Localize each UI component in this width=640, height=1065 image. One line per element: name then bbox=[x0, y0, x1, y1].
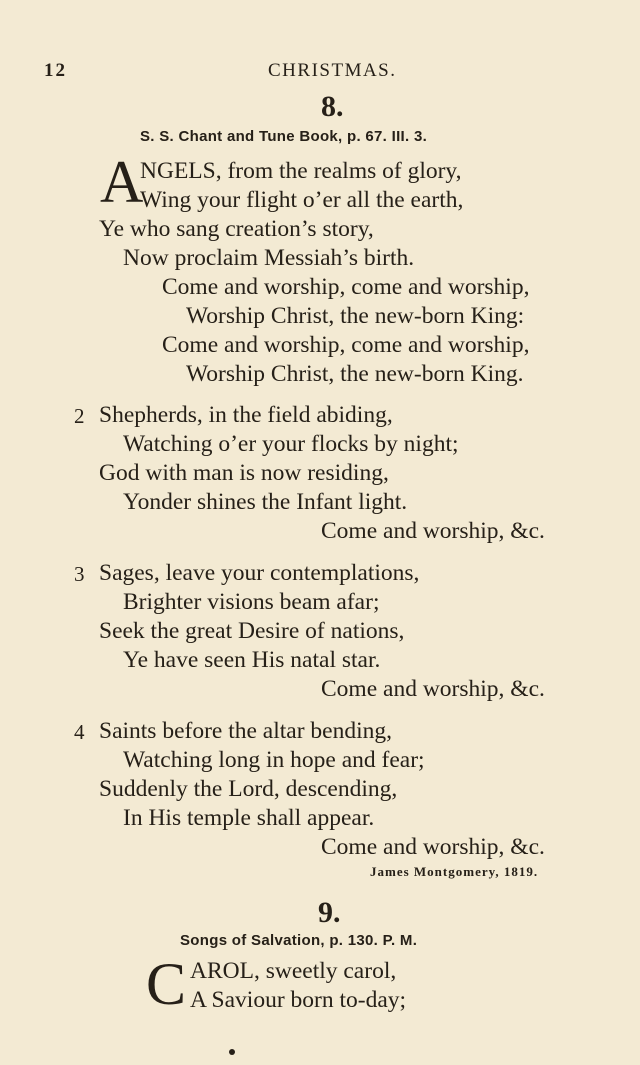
stanza-number: 3 bbox=[74, 562, 85, 586]
verse-line: Brighter visions beam afar; bbox=[123, 589, 380, 615]
refrain-line: Worship Christ, the new-born King: bbox=[186, 303, 525, 329]
running-title: CHRISTMAS. bbox=[268, 60, 397, 81]
verse-line: Suddenly the Lord, descending, bbox=[99, 776, 398, 802]
verse-line: Sages, leave your contemplations, bbox=[99, 560, 420, 586]
hymn-number: 8. bbox=[321, 90, 344, 123]
page-mark bbox=[229, 1049, 235, 1055]
verse-line: In His temple shall appear. bbox=[123, 805, 375, 831]
verse-line: Ye who sang creation’s story, bbox=[99, 216, 374, 242]
author-credit: James Montgomery, 1819. bbox=[370, 864, 539, 879]
verse-line: Watching o’er your flocks by night; bbox=[123, 431, 459, 457]
verse-line: A Saviour born to-day; bbox=[190, 987, 407, 1013]
stanza-number: 2 bbox=[74, 404, 85, 428]
drop-cap: C bbox=[146, 951, 187, 1017]
verse-line: Ye have seen His natal star. bbox=[123, 647, 381, 673]
verse-line: Watching long in hope and fear; bbox=[123, 747, 425, 773]
stanza-number: 4 bbox=[74, 720, 85, 744]
drop-cap: A bbox=[100, 149, 144, 215]
refrain-cue: Come and worship, &c. bbox=[321, 676, 545, 702]
verse-line: Saints before the altar bending, bbox=[99, 718, 393, 744]
refrain-line: Come and worship, come and worship, bbox=[162, 274, 530, 300]
refrain-cue: Come and worship, &c. bbox=[321, 518, 545, 544]
verse-line: Shepherds, in the field abiding, bbox=[99, 402, 393, 428]
refrain-cue: Come and worship, &c. bbox=[321, 834, 545, 860]
tune-reference: S. S. Chant and Tune Book, p. 67. III. 3. bbox=[140, 128, 428, 145]
refrain-line: Come and worship, come and worship, bbox=[162, 332, 530, 358]
tune-reference: Songs of Salvation, p. 130. P. M. bbox=[180, 932, 418, 949]
verse-line: God with man is now residing, bbox=[99, 460, 389, 486]
verse-line: NGELS, from the realms of glory, bbox=[140, 158, 462, 184]
hymn-number: 9. bbox=[318, 896, 341, 929]
verse-line: Wing your flight o’er all the earth, bbox=[140, 187, 464, 213]
verse-line: AROL, sweetly carol, bbox=[190, 958, 397, 984]
refrain-line: Worship Christ, the new-born King. bbox=[186, 361, 524, 387]
verse-line: Yonder shines the Infant light. bbox=[123, 489, 408, 515]
verse-line: Now proclaim Messiah’s birth. bbox=[123, 245, 415, 271]
verse-line: Seek the great Desire of nations, bbox=[99, 618, 405, 644]
page-number: 12 bbox=[44, 60, 67, 81]
